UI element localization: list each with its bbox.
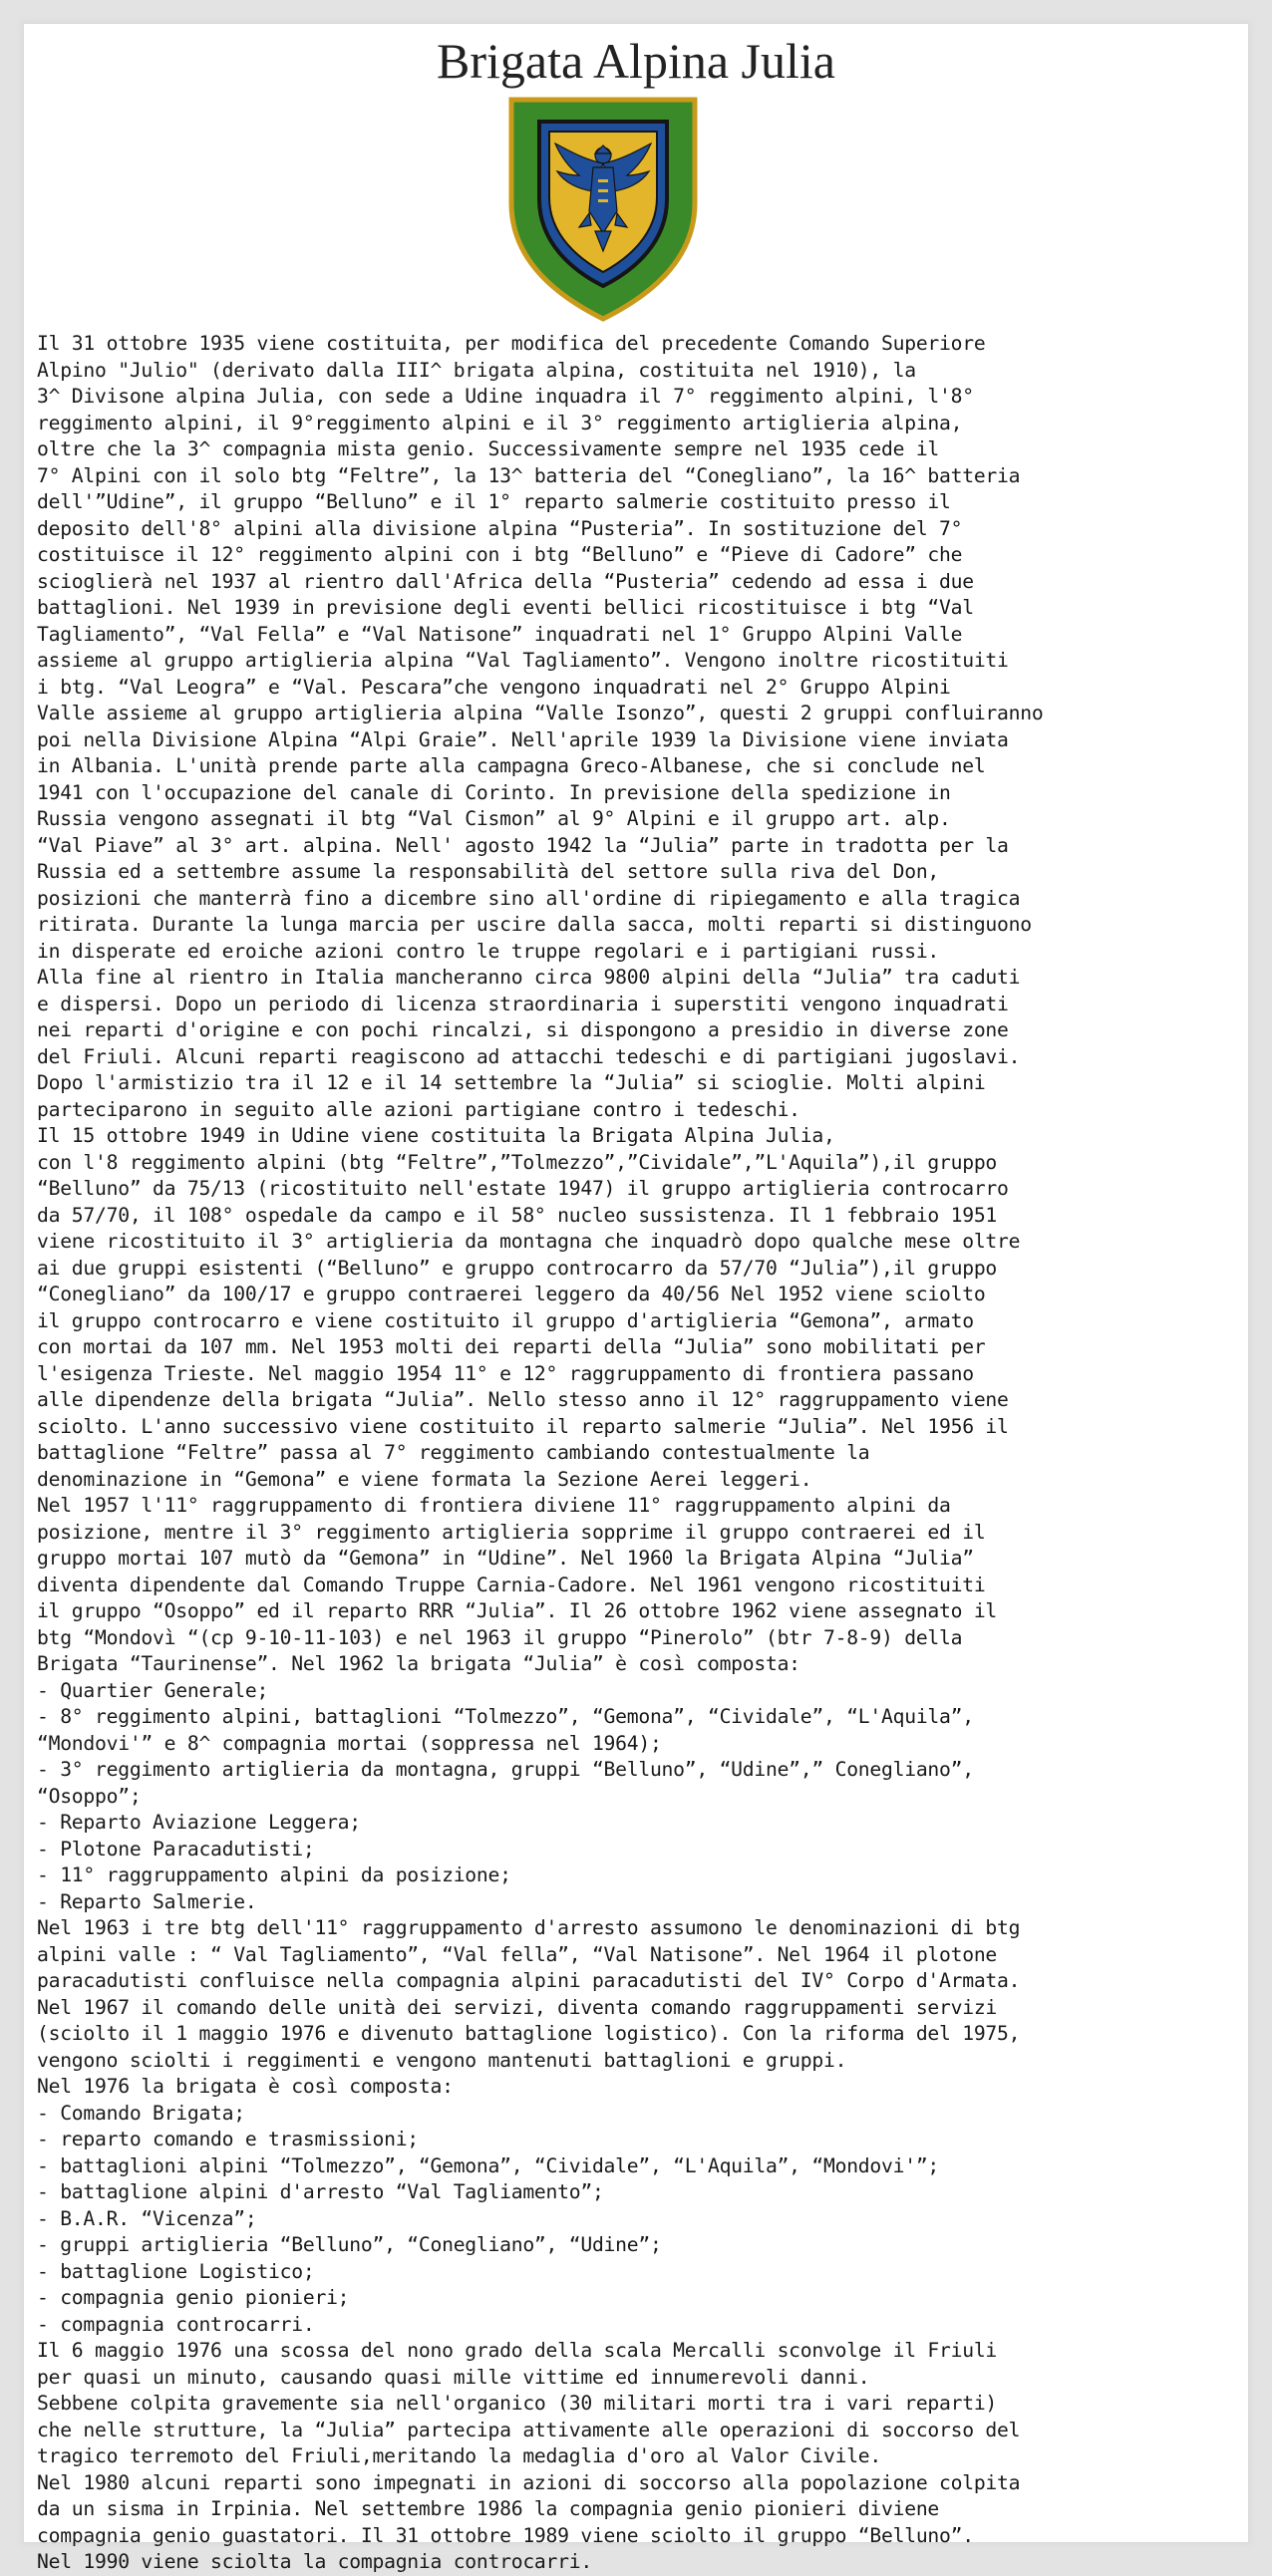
text-line: in Albania. L'unità prende parte alla campagna Greco-Albanese, che si conclude nel	[37, 754, 986, 777]
text-line: assieme al gruppo artiglieria alpina “Val Tagliamento”. Vengono inoltre ricostituiti	[37, 649, 1009, 672]
text-line: - Reparto Aviazione Leggera;	[37, 1811, 361, 1834]
text-line: vengono sciolti i reggimenti e vengono mantenuti battaglioni e gruppi.	[37, 2048, 847, 2072]
text-line: scioglierà nel 1937 al rientro dall'Africa della “Pusteria” cedendo ad essa i due	[37, 569, 974, 593]
text-line: “Conegliano” da 100/17 e gruppo contraerei leggero da 40/56 Nel 1952 viene sciolto	[37, 1283, 986, 1305]
text-line: paracadutisti confluisce nella compagnia alpini paracadutisti del IV° Corpo d'Armata.	[37, 1969, 1021, 1992]
text-line: 3^ Divisone alpina Julia, con sede a Udine inquadra il 7° reggimento alpini, l'8°	[37, 385, 974, 408]
text-line: diventa dipendente dal Comando Truppe Carnia-Cadore. Nel 1961 vengono ricostituiti	[37, 1573, 986, 1596]
text-line: dell'”Udine”, il gruppo “Belluno” e il 1° reparto salmerie costituito presso il	[37, 490, 951, 513]
text-line: viene ricostituito il 3° artiglieria da montagna che inquadrò dopo qualche mese oltre	[37, 1230, 1021, 1253]
text-line: - compagnia genio pionieri;	[37, 2286, 350, 2309]
page-title: Brigata Alpina Julia	[437, 33, 835, 89]
text-line: Sebbene colpita gravemente sia nell'organico (30 militari morti tra i vari reparti)	[37, 2392, 998, 2415]
text-line: costituisce il 12° reggimento alpini con i btg “Belluno” e “Pieve di Cadore” che	[37, 543, 963, 566]
text-line: alpini valle : “ Val Tagliamento”, “Val fella”, “Val Natisone”. Nel 1964 il plotone	[37, 1942, 998, 1966]
text-line: posizioni che manterrà fino a dicembre sino all'ordine di ripiegamento e alla tragica	[37, 886, 1021, 910]
text-line: - battaglione alpini d'arresto “Val Tagliamento”;	[37, 2180, 604, 2203]
text-line: Dopo l'armistizio tra il 12 e il 14 settembre la “Julia” si scioglie. Molti alpini	[37, 1071, 986, 1094]
text-line: - Reparto Salmerie.	[37, 1889, 257, 1913]
text-line: Valle assieme al gruppo artiglieria alpina “Valle Isonzo”, questi 2 gruppi confluiranno	[37, 702, 1044, 724]
text-line: “Mondovi'” e 8^ compagnia mortai (soppressa nel 1964);	[37, 1731, 662, 1755]
text-line: tragico terremoto del Friuli,meritando la medaglia d'oro al Valor Civile.	[37, 2444, 882, 2467]
text-line: Nel 1963 i tre btg dell'11° raggruppamento d'arresto assumono le denominazioni di btg	[37, 1916, 1021, 1939]
text-line: Nel 1990 viene sciolta la compagnia controcarri.	[37, 2550, 592, 2573]
text-line: - Comando Brigata;	[37, 2101, 245, 2125]
text-line: “Val Piave” al 3° art. alpina. Nell' agosto 1942 la “Julia” parte in tradotta per la	[37, 833, 1009, 857]
text-line: 1941 con l'occupazione del canale di Corinto. In previsione della spedizione in	[37, 780, 951, 804]
text-line: - Plotone Paracadutisti;	[37, 1837, 315, 1860]
text-line: - 8° reggimento alpini, battaglioni “Tolmezzo”, “Gemona”, “Cividale”, “L'Aquila”,	[37, 1705, 974, 1728]
text-line: reggimento alpini, il 9°reggimento alpini e il 3° reggimento artiglieria alpina,	[37, 411, 963, 434]
text-line: 7° Alpini con il solo btg “Feltre”, la 13^ batteria del “Conegliano”, la 16^ batteria	[37, 463, 1021, 487]
text-line: Alpino "Julio" (derivato dalla III^ brigata alpina, costituita nel 1910), la	[37, 358, 916, 382]
text-line: - battaglioni alpini “Tolmezzo”, “Gemona”, “Cividale”, “L'Aquila”, “Mondovi'”;	[37, 2153, 940, 2177]
text-line: btg “Mondovì “(cp 9-10-11-103) e nel 1963 il gruppo “Pinerolo” (btr 7-8-9) della	[37, 1625, 963, 1649]
history-text	[37, 331, 1248, 2576]
text-line: Il 31 ottobre 1935 viene costituita, per modifica del precedente Comando Superiore	[37, 332, 986, 355]
text-line: Nel 1967 il comando delle unità dei servizi, diventa comando raggruppamenti servizi	[37, 1995, 998, 2019]
text-line: e dispersi. Dopo un periodo di licenza straordinaria i superstiti vengono inquadrati	[37, 992, 1009, 1015]
text-line: alle dipendenze della brigata “Julia”. Nello stesso anno il 12° raggruppamento viene	[37, 1388, 1009, 1411]
text-line: - battaglione Logistico;	[37, 2259, 315, 2283]
text-line: ritirata. Durante la lunga marcia per uscire dalla sacca, molti reparti si distinguono	[37, 913, 1032, 936]
text-line: il gruppo controcarro e viene costituito il gruppo d'artiglieria “Gemona”, armato	[37, 1308, 974, 1332]
text-line: compagnia genio guastatori. Il 31 ottobre 1989 viene sciolto il gruppo “Belluno”.	[37, 2523, 974, 2547]
text-line: sciolto. L'anno successivo viene costituito il reparto salmerie “Julia”. Nel 1956 il	[37, 1414, 1009, 1438]
text-line: Nel 1976 la brigata è così composta:	[37, 2075, 454, 2098]
text-line: Alla fine al rientro in Italia mancheranno circa 9800 alpini della “Julia” tra caduti	[37, 966, 1021, 989]
text-line: - compagnia controcarri.	[37, 2312, 315, 2336]
text-line: ai due gruppi esistenti (“Belluno” e gruppo controcarro da 57/70 “Julia”),il gruppo	[37, 1256, 998, 1280]
text-line: nei reparti d'origine e con pochi rincalzi, si dispongono a presidio in diverse zone	[37, 1018, 1009, 1041]
text-line: gruppo mortai 107 mutò da “Gemona” in “Udine”. Nel 1960 la Brigata Alpina “Julia”	[37, 1547, 974, 1570]
text-line: Russia ed a settembre assume la responsabilità del settore sulla riva del Don,	[37, 860, 940, 883]
text-line: - B.A.R. “Vicenza”;	[37, 2206, 257, 2230]
text-line: (sciolto il 1 maggio 1976 e divenuto battaglione logistico). Con la riforma del 1975,	[37, 2022, 1021, 2045]
text-line: - reparto comando e trasmissioni;	[37, 2128, 419, 2150]
text-line: con mortai da 107 mm. Nel 1953 molti dei reparti della “Julia” sono mobilitati per	[37, 1335, 986, 1358]
document-page	[24, 24, 1248, 2573]
text-line: “Belluno” da 75/13 (ricostituito nell'estate 1947) il gruppo artiglieria controcarro	[37, 1177, 1009, 1200]
text-line: Russia vengono assegnati il btg “Val Cismon” al 9° Alpini e il gruppo art. alp.	[37, 807, 951, 830]
text-line: parteciparono in seguito alle azioni partigiane contro i tedeschi.	[37, 1097, 800, 1121]
text-line: - 3° reggimento artiglieria da montagna, gruppi “Belluno”, “Udine”,” Conegliano”,	[37, 1758, 974, 1781]
text-line: i btg. “Val Leogra” e “Val. Pescara”che vengono inquadrati nel 2° Gruppo Alpini	[37, 675, 951, 699]
julia-eagle-shield-icon	[505, 94, 701, 325]
text-line: battaglione “Feltre” passa al 7° reggimento cambiando contestualmente la	[37, 1441, 870, 1464]
text-line: oltre che la 3^ compagnia mista genio. Successivamente sempre nel 1935 cede il	[37, 437, 940, 460]
text-line: denominazione in “Gemona” e viene formata la Sezione Aerei leggeri.	[37, 1467, 812, 1491]
text-line: battaglioni. Nel 1939 in previsione degli eventi bellici ricostituisce i btg “Val	[37, 596, 974, 619]
text-line: Brigata “Taurinense”. Nel 1962 la brigata “Julia” è così composta:	[37, 1652, 800, 1675]
text-line: “Osoppo”;	[37, 1784, 142, 1808]
text-line: l'esigenza Trieste. Nel maggio 1954 11° e 12° raggruppamento di frontiera passano	[37, 1361, 974, 1385]
text-line: Il 15 ottobre 1949 in Udine viene costituita la Brigata Alpina Julia,	[37, 1124, 835, 1147]
text-line: da un sisma in Irpinia. Nel settembre 1986 la compagnia genio pionieri diviene	[37, 2497, 940, 2520]
text-line: posizione, mentre il 3° reggimento artiglieria sopprime il gruppo contraerei ed il	[37, 1520, 986, 1544]
text-line: poi nella Divisione Alpina “Alpi Graie”. Nell'aprile 1939 la Divisione viene inviata	[37, 727, 1009, 751]
text-line: da 57/70, il 108° ospedale da campo e il 58° nucleo sussistenza. Il 1 febbraio 1951	[37, 1203, 998, 1227]
text-line: deposito dell'8° alpini alla divisione alpina “Pusteria”. In sostituzione del 7°	[37, 516, 963, 540]
text-line: Nel 1980 alcuni reparti sono impegnati in azioni di soccorso alla popolazione colpita	[37, 2470, 1021, 2494]
text-line: in disperate ed eroiche azioni contro le truppe regolari e i partigiani russi.	[37, 939, 940, 963]
text-line: che nelle strutture, la “Julia” partecipa attivamente alle operazioni di soccorso del	[37, 2418, 1021, 2441]
text-line: - gruppi artiglieria “Belluno”, “Conegliano”, “Udine”;	[37, 2233, 662, 2256]
text-line: - 11° raggruppamento alpini da posizione;	[37, 1863, 511, 1886]
text-line: Il 6 maggio 1976 una scossa del nono grado della scala Mercalli sconvolge il Friuli	[37, 2339, 998, 2362]
text-line: il gruppo “Osoppo” ed il reparto RRR “Julia”. Il 26 ottobre 1962 viene assegnato il	[37, 1599, 998, 1622]
text-line: - Quartier Generale;	[37, 1678, 269, 1702]
text-line: con l'8 reggimento alpini (btg “Feltre”,”Tolmezzo”,”Cividale”,”L'Aquila”),il gruppo	[37, 1150, 998, 1174]
text-line: del Friuli. Alcuni reparti reagiscono ad attacchi tedeschi e di partigiani jugoslavi.	[37, 1044, 1021, 1068]
text-line: Nel 1957 l'11° raggruppamento di frontiera diviene 11° raggruppamento alpini da	[37, 1494, 951, 1517]
text-line: per quasi un minuto, causando quasi mille vittime ed innumerevoli danni.	[37, 2365, 870, 2389]
text-line: Tagliamento”, “Val Fella” e “Val Natisone” inquadrati nel 1° Gruppo Alpini Valle	[37, 622, 963, 646]
